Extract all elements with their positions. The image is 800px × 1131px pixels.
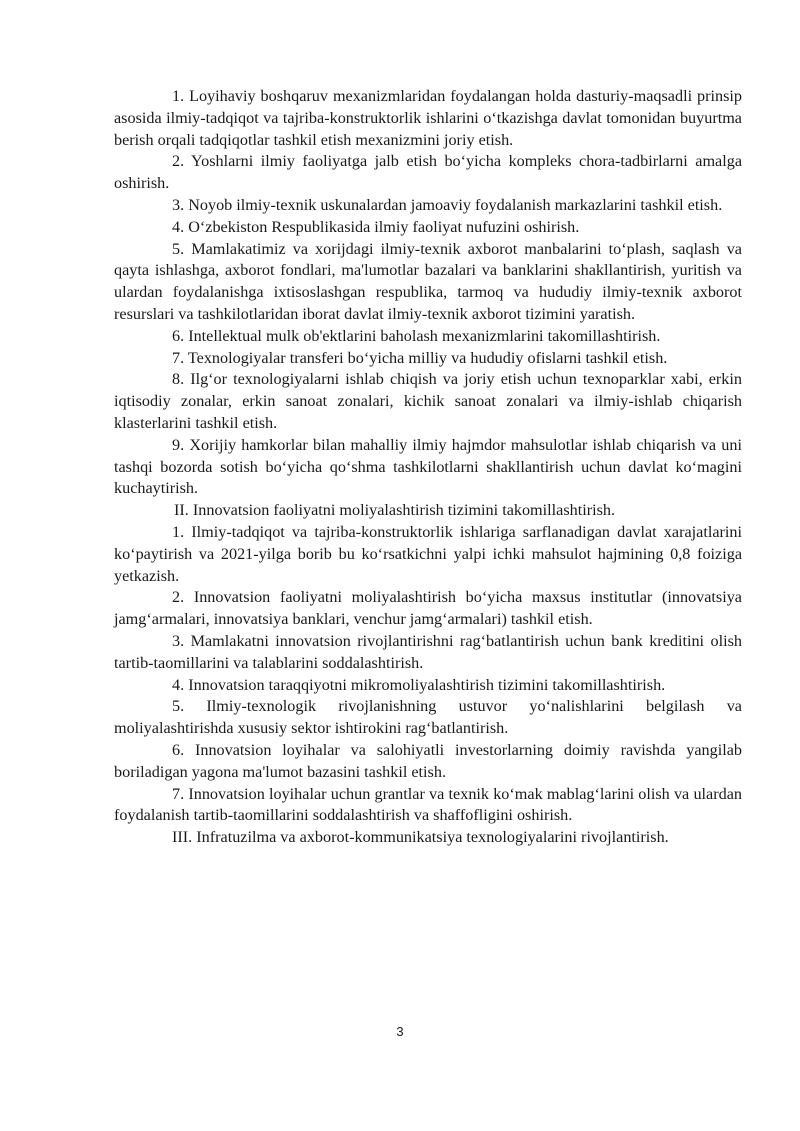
paragraph-section1-item4: 4. Oʻzbekiston Respublikasida ilmiy faoliyat nufuzini oshirish.	[172, 217, 580, 236]
paragraph-section2-item7: 7. Innovatsion loyihalar uchun grantlar va texnik koʻmak mablagʻlarini olish va ulardan foydalanish tartib-taomillarini soddalashtirish va shaffofligini oshirish.	[114, 784, 742, 825]
paragraph-section1-item9: 9. Xorijiy hamkorlar bilan mahalliy ilmiy hajmdor mahsulotlar ishlab chiqarish va uni tashqi bozorda sotish boʻyicha qoʻshma tashkilotlarni shakllantirish uchun davlat koʻmagini kuchaytirish.	[114, 435, 742, 498]
document-page	[114, 86, 742, 849]
paragraph-section2-item5: 5. Ilmiy-texnologik rivojlanishning ustuvor yoʻnalishlarini belgilash va moliyalashtirishda xususiy sektor ishtirokini ragʻbatlantirish.	[114, 697, 742, 738]
paragraph-section1-item2: 2. Yoshlarni ilmiy faoliyatga jalb etish boʻyicha kompleks chora-tadbirlarni amalga oshirish.	[114, 152, 742, 193]
section-heading-2: II. Innovatsion faoliyatni moliyalashtirish tizimini takomillashtirish.	[174, 501, 616, 520]
paragraph-section1-item3: 3. Noyob ilmiy-texnik uskunalardan jamoaviy foydalanish markazlarini tashkil etish.	[172, 195, 723, 214]
paragraph-section1-item7: 7. Texnologiyalar transferi boʻyicha milliy va hududiy ofislarni tashkil etish.	[172, 348, 668, 367]
paragraph-section1-item5: 5. Mamlakatimiz va xorijdagi ilmiy-texnik axborot manbalarini toʻplash, saqlash va qayta ishlashga, axborot fondlari, ma'lumotlar bazalari va banklarini shakllantirish, yuritish va ulardan foydalanishga ixtisoslashgan respublika, tarmoq va hududiy ilmiy-texnik axborot resurslari va tashkilotlaridan iborat davlat ilmiy-texnik axborot tizimini yaratish.	[114, 239, 742, 323]
paragraph-section1-item8: 8. Ilgʻor texnologiyalarni ishlab chiqish va joriy etish uchun texnoparklar xabi, erkin iqtisodiy zonalar, erkin sanoat zonalari, kichik sanoat zonalari va ilmiy-ishlab chiqarish klasterlarini tashkil etish.	[114, 370, 742, 432]
paragraph-section2-item2: 2. Innovatsion faoliyatni moliyalashtirish boʻyicha maxsus institutlar (innovatsiya jamgʻarmalari, innovatsiya banklari, venchur jamgʻarmalari) tashkil etish.	[114, 588, 742, 629]
section-heading-3: III. Infratuzilma va axborot-kommunikatsiya texnologiyalarini rivojlantirish.	[172, 828, 669, 847]
paragraph-section1-item1: 1. Loyihaviy boshqaruv mexanizmlaridan foydalangan holda dasturiy-maqsadli prinsip asosida ilmiy-tadqiqot va tajriba-konstruktorlik ishlarini oʻtkazishga davlat tomonidan buyurtma berish orqali tadqiqotlar tashkil etish mexanizmini joriy etish.	[114, 87, 742, 149]
paragraph-section2-item3: 3. Mamlakatni innovatsion rivojlantirishni ragʻbatlantirish uchun bank kreditini olish tartib-taomillarini va talablarini soddalashtirish.	[114, 631, 742, 672]
paragraph-section2-item4: 4. Innovatsion taraqqiyotni mikromoliyalashtirish tizimini takomillashtirish.	[172, 675, 666, 694]
paragraph-section2-item1: 1. Ilmiy-tadqiqot va tajriba-konstruktorlik ishlariga sarflanadigan davlat xarajatlarini koʻpaytirish va 2021-yilga borib bu koʻrsatkichni yalpi ichki mahsulot hajmining 0,8 foiziga yetkazish.	[114, 522, 742, 585]
paragraph-section1-item6: 6. Intellektual mulk ob'ektlarini baholash mexanizmlarini takomillashtirish.	[172, 326, 661, 345]
paragraph-section2-item6: 6. Innovatsion loyihalar va salohiyatli investorlarning doimiy ravishda yangilab boriladigan yagona ma'lumot bazasini tashkil etish.	[114, 740, 742, 781]
page-number: 3	[396, 1024, 404, 1039]
